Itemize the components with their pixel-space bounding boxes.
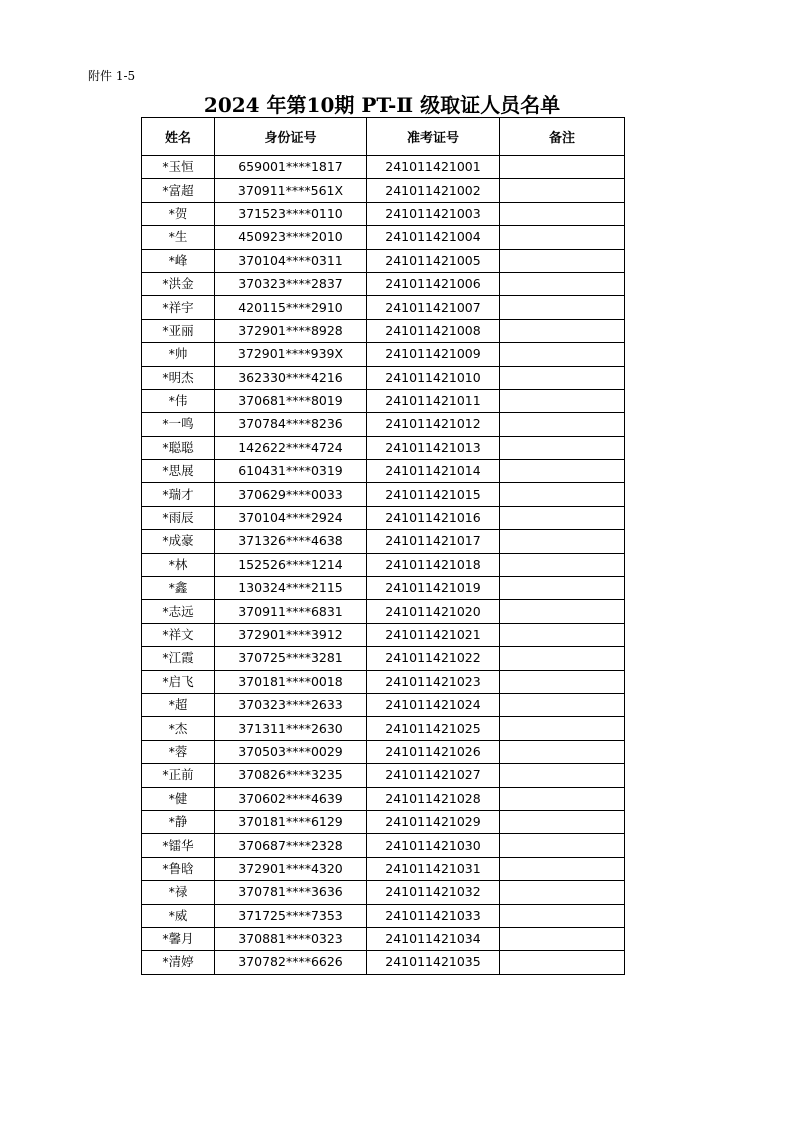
cell-name: *馨月 (142, 927, 215, 950)
cell-name: *志远 (142, 600, 215, 623)
cell-note (500, 553, 625, 576)
cell-note (500, 904, 625, 927)
table-row (142, 272, 625, 295)
cell-name: *贺 (142, 202, 215, 225)
cell-exam-number: 241011421015 (367, 483, 500, 506)
cell-exam-number: 241011421032 (367, 881, 500, 904)
cell-id-number: 371523****0110 (215, 202, 367, 225)
cell-id-number: 370602****4639 (215, 787, 367, 810)
table-row (142, 530, 625, 553)
cell-note (500, 296, 625, 319)
cell-exam-number: 241011421033 (367, 904, 500, 927)
cell-name: *鑫 (142, 577, 215, 600)
table-row (142, 764, 625, 787)
cell-id-number: 371725****7353 (215, 904, 367, 927)
cell-note (500, 881, 625, 904)
cell-name: *明杰 (142, 366, 215, 389)
table-row (142, 343, 625, 366)
cell-exam-number: 241011421034 (367, 927, 500, 950)
cell-id-number: 370104****0311 (215, 249, 367, 272)
cell-name: *镭华 (142, 834, 215, 857)
cell-id-number: 610431****0319 (215, 460, 367, 483)
cell-exam-number: 241011421023 (367, 670, 500, 693)
cell-note (500, 951, 625, 974)
table-row (142, 740, 625, 763)
cell-note (500, 506, 625, 529)
table-row (142, 623, 625, 646)
table-row (142, 834, 625, 857)
cell-note (500, 249, 625, 272)
table-row (142, 366, 625, 389)
cell-note (500, 202, 625, 225)
cell-name: *健 (142, 787, 215, 810)
cell-id-number: 370323****2837 (215, 272, 367, 295)
cell-id-number: 659001****1817 (215, 156, 367, 179)
table-row (142, 881, 625, 904)
cell-exam-number: 241011421014 (367, 460, 500, 483)
cell-name: *江霞 (142, 647, 215, 670)
cell-name: *瑞才 (142, 483, 215, 506)
cell-id-number: 370782****6626 (215, 951, 367, 974)
table-row (142, 717, 625, 740)
cell-exam-number: 241011421026 (367, 740, 500, 763)
cell-name: *玉恒 (142, 156, 215, 179)
cell-id-number: 370881****0323 (215, 927, 367, 950)
cell-exam-number: 241011421010 (367, 366, 500, 389)
cell-note (500, 389, 625, 412)
table-row (142, 389, 625, 412)
cell-name: *生 (142, 226, 215, 249)
cell-note (500, 413, 625, 436)
cell-note (500, 927, 625, 950)
cell-note (500, 179, 625, 202)
table-row (142, 810, 625, 833)
cell-exam-number: 241011421018 (367, 553, 500, 576)
cell-id-number: 370681****8019 (215, 389, 367, 412)
cell-exam-number: 241011421013 (367, 436, 500, 459)
cell-exam-number: 241011421029 (367, 810, 500, 833)
cell-exam-number: 241011421004 (367, 226, 500, 249)
cell-note (500, 156, 625, 179)
cell-id-number: 372901****3912 (215, 623, 367, 646)
cell-id-number: 362330****4216 (215, 366, 367, 389)
cell-note (500, 764, 625, 787)
table-row (142, 226, 625, 249)
cell-note (500, 834, 625, 857)
cell-name: *禄 (142, 881, 215, 904)
table-row (142, 647, 625, 670)
header-note: 备注 (500, 118, 625, 156)
cell-exam-number: 241011421005 (367, 249, 500, 272)
cell-note (500, 366, 625, 389)
cell-exam-number: 241011421012 (367, 413, 500, 436)
table-row (142, 319, 625, 342)
cell-exam-number: 241011421025 (367, 717, 500, 740)
page-title: 2024 年第10期 PT-Ⅱ 级取证人员名单 (203, 93, 561, 117)
cell-id-number: 370784****8236 (215, 413, 367, 436)
cell-note (500, 810, 625, 833)
cell-name: *祥宇 (142, 296, 215, 319)
table-row (142, 787, 625, 810)
cell-name: *杰 (142, 717, 215, 740)
cell-id-number: 370181****6129 (215, 810, 367, 833)
cell-exam-number: 241011421031 (367, 857, 500, 880)
cell-name: *思展 (142, 460, 215, 483)
cell-id-number: 370687****2328 (215, 834, 367, 857)
table-row (142, 600, 625, 623)
cell-name: *正前 (142, 764, 215, 787)
cell-note (500, 693, 625, 716)
cell-id-number: 370104****2924 (215, 506, 367, 529)
cell-note (500, 857, 625, 880)
cell-exam-number: 241011421002 (367, 179, 500, 202)
cell-exam-number: 241011421022 (367, 647, 500, 670)
cell-note (500, 740, 625, 763)
cell-name: *林 (142, 553, 215, 576)
cell-id-number: 371326****4638 (215, 530, 367, 553)
cell-exam-number: 241011421011 (367, 389, 500, 412)
cell-name: *一鸣 (142, 413, 215, 436)
cell-id-number: 130324****2115 (215, 577, 367, 600)
table-row (142, 506, 625, 529)
cell-id-number: 372901****939X (215, 343, 367, 366)
cell-name: *启飞 (142, 670, 215, 693)
table-row (142, 156, 625, 179)
cell-id-number: 371311****2630 (215, 717, 367, 740)
cell-id-number: 370911****6831 (215, 600, 367, 623)
table-row (142, 249, 625, 272)
cell-name: *鲁晗 (142, 857, 215, 880)
header-id-number: 身份证号 (215, 118, 367, 156)
table-row (142, 483, 625, 506)
table-row (142, 436, 625, 459)
cell-id-number: 370323****2633 (215, 693, 367, 716)
cell-name: *洪金 (142, 272, 215, 295)
cell-name: *聪聪 (142, 436, 215, 459)
table-row (142, 413, 625, 436)
cell-exam-number: 241011421007 (367, 296, 500, 319)
cell-exam-number: 241011421035 (367, 951, 500, 974)
cell-note (500, 343, 625, 366)
table-row (142, 951, 625, 974)
cell-id-number: 370503****0029 (215, 740, 367, 763)
cell-note (500, 577, 625, 600)
cell-note (500, 272, 625, 295)
cell-name: *祥文 (142, 623, 215, 646)
cell-exam-number: 241011421030 (367, 834, 500, 857)
cell-note (500, 319, 625, 342)
cell-name: *成豪 (142, 530, 215, 553)
table-row (142, 577, 625, 600)
cell-exam-number: 241011421003 (367, 202, 500, 225)
cell-id-number: 370725****3281 (215, 647, 367, 670)
cell-exam-number: 241011421019 (367, 577, 500, 600)
cell-exam-number: 241011421008 (367, 319, 500, 342)
table-row (142, 857, 625, 880)
header-exam-number: 准考证号 (367, 118, 500, 156)
cell-id-number: 370911****561X (215, 179, 367, 202)
cell-note (500, 623, 625, 646)
cell-id-number: 370181****0018 (215, 670, 367, 693)
cell-id-number: 152526****1214 (215, 553, 367, 576)
cell-exam-number: 241011421009 (367, 343, 500, 366)
cell-name: *清婷 (142, 951, 215, 974)
cell-note (500, 670, 625, 693)
table-row (142, 296, 625, 319)
cell-id-number: 372901****8928 (215, 319, 367, 342)
cell-id-number: 142622****4724 (215, 436, 367, 459)
table-row (142, 904, 625, 927)
header-name: 姓名 (142, 118, 215, 156)
table-row (142, 202, 625, 225)
cell-name: *蓉 (142, 740, 215, 763)
cell-note (500, 530, 625, 553)
cell-id-number: 370629****0033 (215, 483, 367, 506)
cell-id-number: 420115****2910 (215, 296, 367, 319)
cell-note (500, 226, 625, 249)
cell-exam-number: 241011421020 (367, 600, 500, 623)
cell-exam-number: 241011421028 (367, 787, 500, 810)
cell-name: *峰 (142, 249, 215, 272)
cell-note (500, 483, 625, 506)
cell-exam-number: 241011421006 (367, 272, 500, 295)
cell-exam-number: 241011421001 (367, 156, 500, 179)
cell-id-number: 370781****3636 (215, 881, 367, 904)
table-row (142, 670, 625, 693)
table-row (142, 179, 625, 202)
table-header-row (142, 118, 625, 156)
cell-exam-number: 241011421027 (367, 764, 500, 787)
cell-id-number: 450923****2010 (215, 226, 367, 249)
cell-exam-number: 241011421017 (367, 530, 500, 553)
cell-id-number: 370826****3235 (215, 764, 367, 787)
cell-name: *伟 (142, 389, 215, 412)
cell-exam-number: 241011421024 (367, 693, 500, 716)
cell-name: *超 (142, 693, 215, 716)
table-row (142, 693, 625, 716)
cell-note (500, 647, 625, 670)
cell-name: *亚丽 (142, 319, 215, 342)
roster-table (141, 117, 625, 975)
cell-note (500, 787, 625, 810)
cell-name: *威 (142, 904, 215, 927)
cell-note (500, 717, 625, 740)
cell-exam-number: 241011421016 (367, 506, 500, 529)
cell-name: *雨辰 (142, 506, 215, 529)
table-row (142, 460, 625, 483)
cell-id-number: 372901****4320 (215, 857, 367, 880)
cell-note (500, 600, 625, 623)
cell-note (500, 436, 625, 459)
table-row (142, 553, 625, 576)
cell-name: *静 (142, 810, 215, 833)
table-row (142, 927, 625, 950)
cell-name: *帅 (142, 343, 215, 366)
cell-note (500, 460, 625, 483)
attachment-label: 附件 1-5 (88, 69, 136, 83)
cell-name: *富超 (142, 179, 215, 202)
cell-exam-number: 241011421021 (367, 623, 500, 646)
